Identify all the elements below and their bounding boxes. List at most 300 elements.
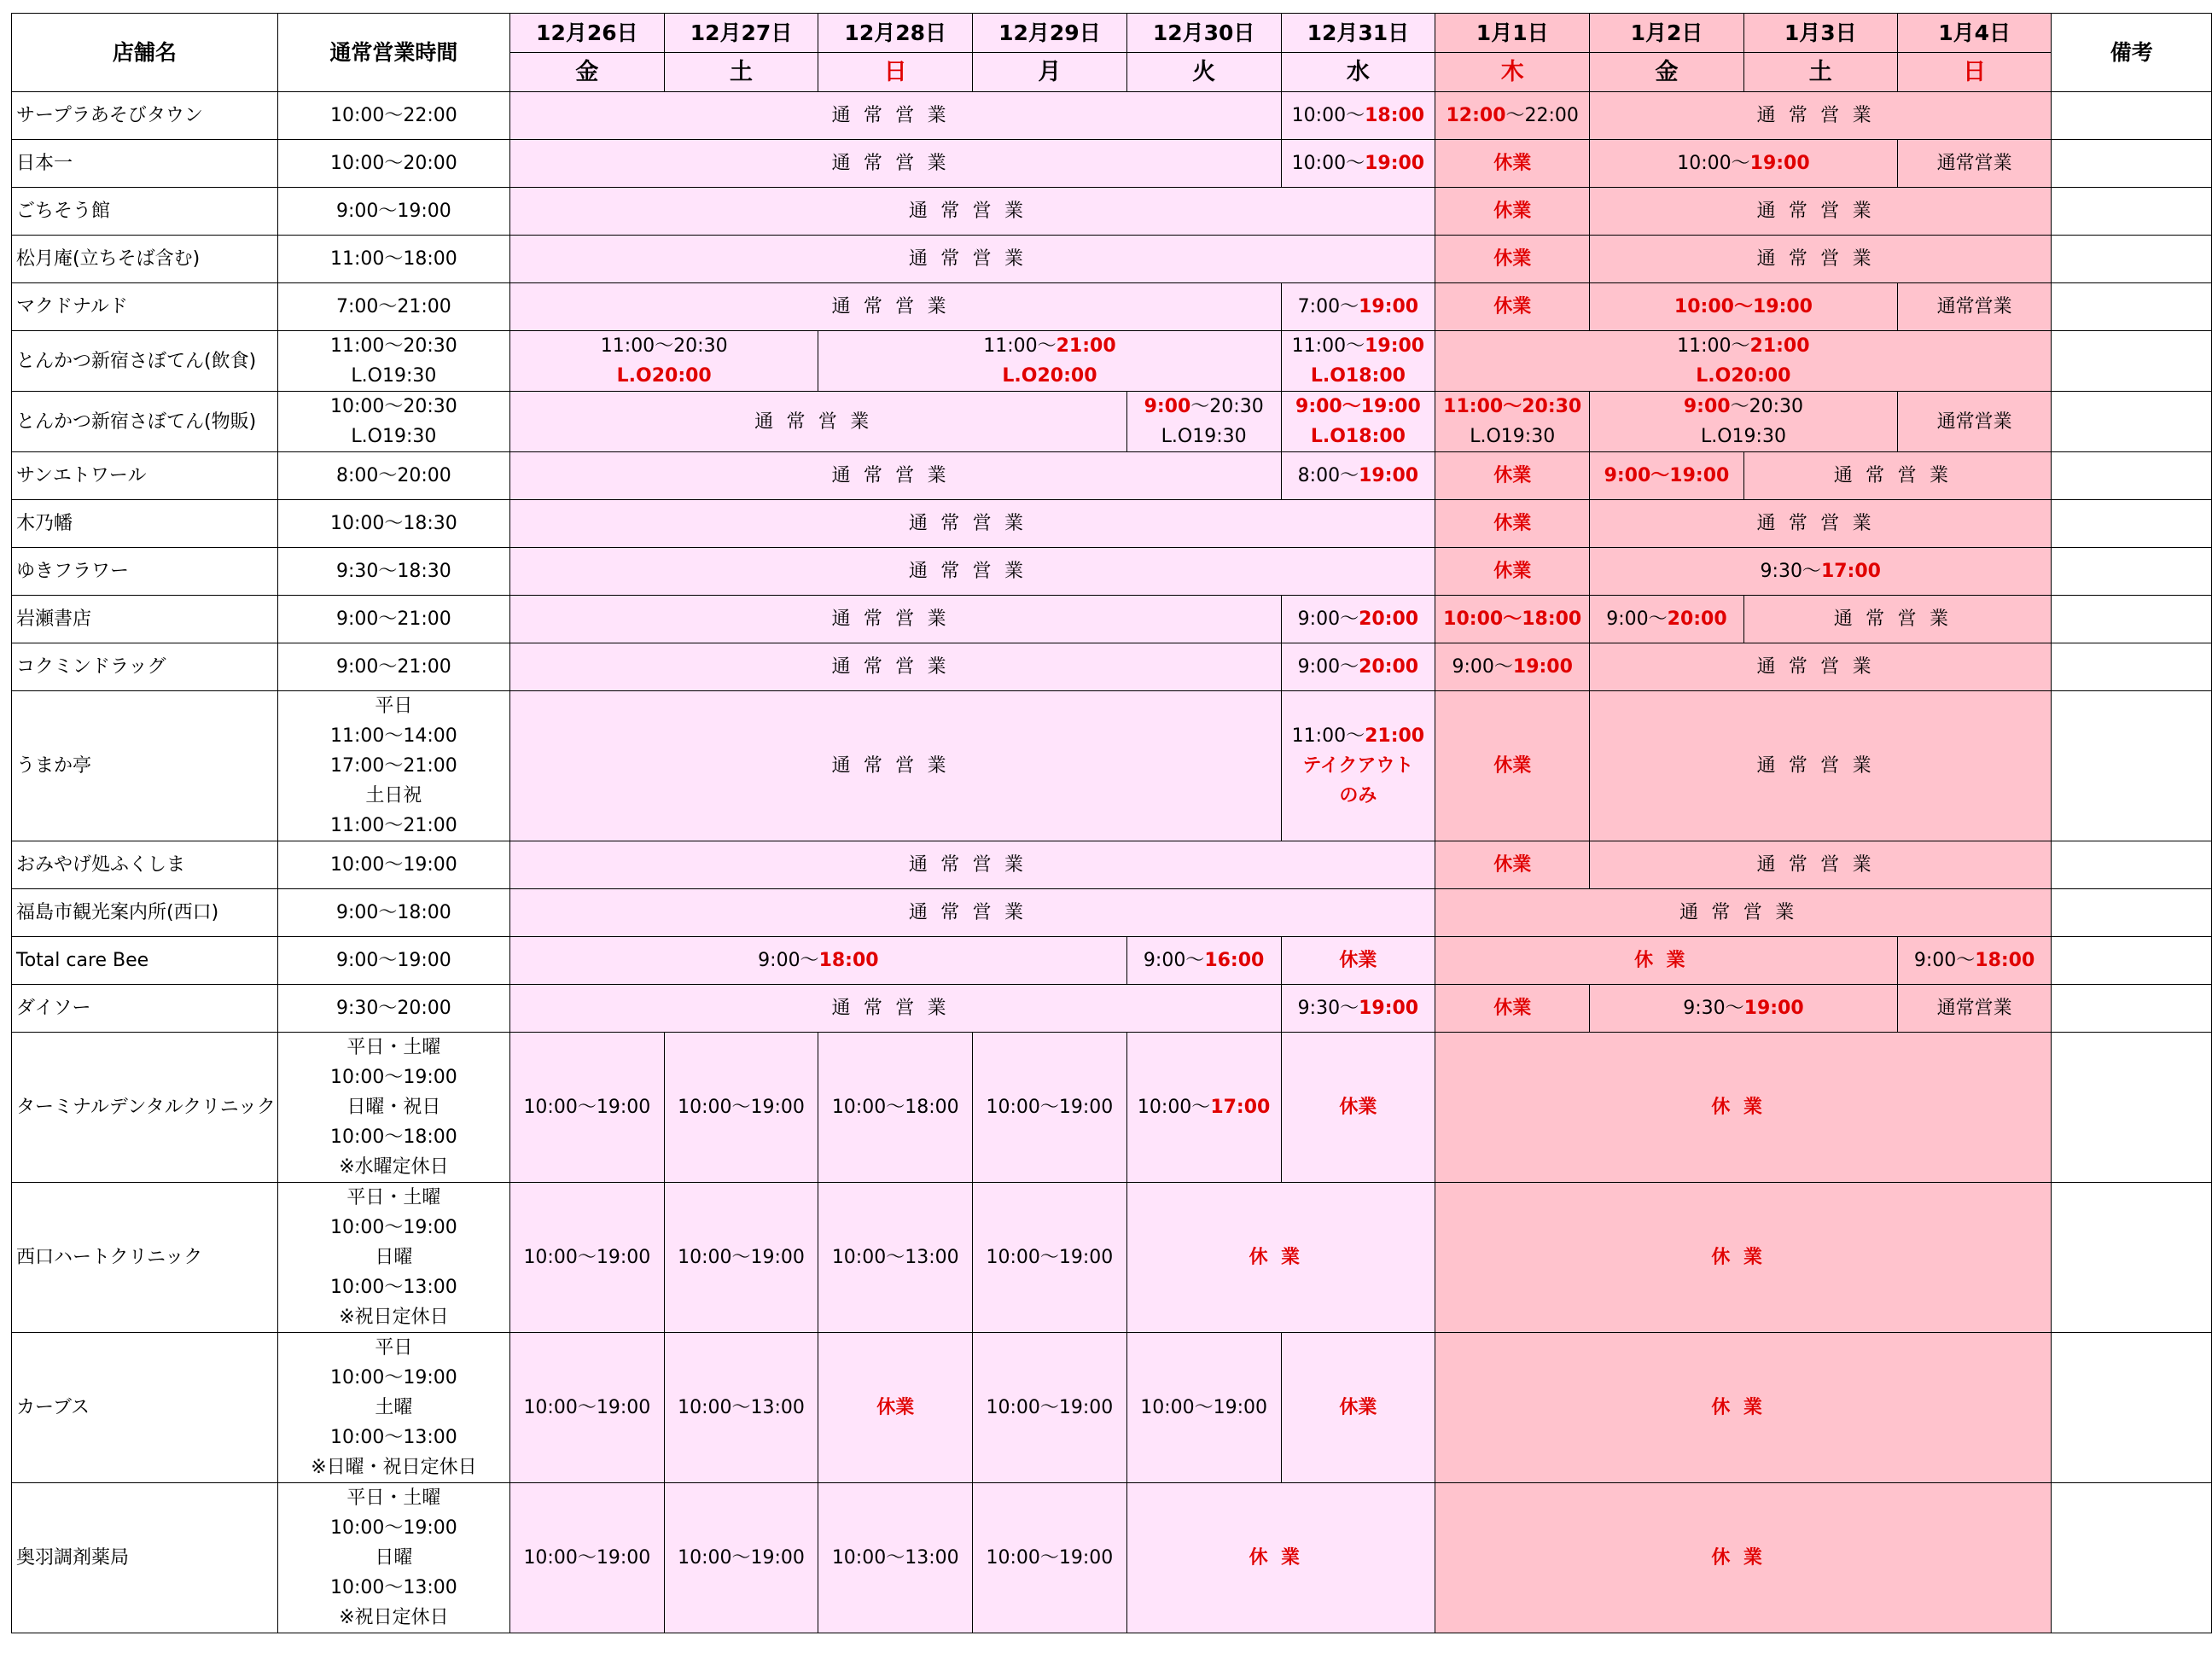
regular-hours-line: 10:00～13:00 (330, 1277, 457, 1298)
schedule-line (512, 751, 1279, 781)
schedule-line (1437, 604, 1587, 634)
schedule-text: 休業 (1493, 296, 1532, 317)
schedule-text: 休業 (1711, 1547, 1776, 1569)
remarks-cell (2052, 889, 2212, 937)
schedule-line (1284, 361, 1434, 391)
schedule-cell (1590, 140, 1898, 188)
schedule-text: 通常営業 (1833, 465, 1962, 486)
schedule-line (1284, 604, 1434, 634)
regular-hours-line: 10:00～20:30 (330, 396, 457, 417)
schedule-text: 19:00 (1512, 656, 1573, 678)
schedule-text: 10:00～19:00 (986, 1247, 1114, 1268)
schedule-cell (510, 452, 1282, 500)
schedule-cell (1281, 452, 1435, 500)
regular-hours-line: L.O19:30 (351, 365, 437, 387)
schedule-cell (1590, 92, 2052, 140)
store-row (12, 691, 2212, 841)
date-header: 1月3日 (1743, 14, 1897, 53)
schedule-line (512, 556, 1433, 586)
schedule-cell (1126, 1483, 1435, 1633)
regular-hours-line: 平日 (375, 696, 413, 717)
schedule-cell (1435, 985, 1590, 1033)
schedule-cell (818, 331, 1281, 392)
schedule-line (1437, 244, 1587, 274)
regular-hours-line: 9:00～19:00 (336, 950, 451, 971)
schedule-cell (1126, 1033, 1281, 1183)
schedule-text: 通常営業 (831, 755, 960, 777)
schedule-cell (1743, 596, 2052, 643)
schedule-text: 休業 (1493, 248, 1532, 270)
regular-hours (277, 1183, 509, 1333)
schedule-text: L.O18:00 (1310, 365, 1406, 387)
store-name: 岩瀬書店 (12, 596, 278, 643)
schedule-cell (1590, 452, 1744, 500)
regular-hours (277, 596, 509, 643)
remarks-cell (2052, 937, 2212, 985)
schedule-text: 10:00～18:00 (831, 1097, 959, 1118)
schedule-cell (1126, 392, 1281, 452)
regular-hours-line: 10:00～13:00 (330, 1427, 457, 1448)
schedule-line (1592, 461, 1742, 491)
schedule-cell (1590, 596, 1744, 643)
regular-hours-line: L.O19:30 (351, 426, 437, 447)
schedule-line (512, 898, 1433, 928)
store-name: 日本一 (12, 140, 278, 188)
schedule-cell (1435, 188, 1590, 236)
schedule-cell (1590, 985, 1898, 1033)
schedule-cell (818, 1483, 973, 1633)
schedule-line (512, 850, 1433, 880)
schedule-text: 19:00 (1365, 335, 1425, 357)
schedule-text: 通常営業 (1756, 105, 1885, 126)
regular-hours-line: 平日 (375, 1337, 413, 1359)
schedule-text: 11:00～ (1677, 335, 1750, 357)
schedule-line (1592, 850, 2049, 880)
schedule-cell (1126, 1333, 1281, 1483)
schedule-text: 9:00～ (1297, 608, 1359, 630)
schedule-text: 休業 (1634, 950, 1698, 971)
schedule-cell (1126, 937, 1281, 985)
regular-hours-line: 7:00～21:00 (336, 296, 451, 317)
schedule-line (1592, 148, 1895, 178)
date-header: 12月30日 (1126, 14, 1281, 53)
regular-hours-line: 17:00～21:00 (330, 755, 457, 777)
schedule-text: 10:00～19:00 (1674, 296, 1813, 317)
schedule-line (975, 1092, 1125, 1122)
schedule-cell (1590, 188, 2052, 236)
regular-hours (277, 236, 509, 283)
schedule-text: 休業 (1339, 950, 1377, 971)
regular-hours (277, 140, 509, 188)
schedule-line (512, 993, 1279, 1023)
schedule-text: 10:00～19:00 (523, 1247, 651, 1268)
remarks-cell (2052, 392, 2212, 452)
regular-hours-line: 10:00～19:00 (330, 854, 457, 876)
regular-hours-line: 10:00～19:00 (330, 1367, 457, 1388)
schedule-line (1437, 101, 1587, 131)
regular-hours-line: 11:00～20:30 (330, 335, 457, 357)
schedule-text: 休業 (1711, 1247, 1776, 1268)
schedule-line (1437, 1393, 2049, 1423)
schedule-cell (1435, 841, 1590, 889)
schedule-line (1284, 422, 1434, 451)
schedule-line (1592, 751, 2049, 781)
regular-hours-line: 土曜 (375, 1397, 413, 1418)
schedule-cell (1281, 596, 1435, 643)
regular-hours-line: 平日・土曜 (346, 1037, 441, 1058)
schedule-text: L.O20:00 (616, 365, 712, 387)
remarks-cell (2052, 1333, 2212, 1483)
schedule-line (1437, 361, 2049, 391)
schedule-line (1437, 331, 2049, 361)
remarks-cell (2052, 283, 2212, 331)
schedule-line (1437, 148, 1587, 178)
schedule-line (1284, 461, 1434, 491)
schedule-text: 通常営業 (831, 465, 960, 486)
schedule-text: 19:00 (1365, 153, 1425, 174)
schedule-text: 11:00～ (1291, 725, 1365, 747)
schedule-line (1129, 1092, 1279, 1122)
regular-hours-line: 9:00～18:00 (336, 902, 451, 923)
remarks-cell (2052, 985, 2212, 1033)
schedule-line (1129, 392, 1279, 422)
schedule-text: 8:00～ (1297, 465, 1359, 486)
schedule-cell (510, 283, 1282, 331)
regular-hours-line: 日曜 (375, 1247, 413, 1268)
schedule-line (512, 1543, 662, 1573)
schedule-text: 通常営業 (831, 998, 960, 1019)
regular-hours-line: 8:00～20:00 (336, 465, 451, 486)
schedule-line (512, 196, 1433, 226)
schedule-cell (1897, 985, 2052, 1033)
schedule-cell (510, 500, 1435, 548)
schedule-cell (510, 841, 1435, 889)
schedule-text: 17:00 (1210, 1097, 1271, 1118)
regular-hours (277, 500, 509, 548)
date-header: 1月4日 (1897, 14, 2052, 53)
date-header: 12月31日 (1281, 14, 1435, 53)
schedule-cell (1281, 283, 1435, 331)
holiday-hours-table (11, 13, 2212, 1633)
schedule-text: 7:00～ (1297, 296, 1359, 317)
regular-hours (277, 392, 509, 452)
regular-hours-line: 10:00～22:00 (330, 105, 457, 126)
schedule-line (820, 1243, 970, 1272)
weekday-header: 火 (1126, 53, 1281, 92)
schedule-cell (1435, 331, 2052, 392)
schedule-text: 10:00～19:00 (678, 1097, 805, 1118)
schedule-cell (1281, 937, 1435, 985)
schedule-line (1437, 556, 1587, 586)
schedule-cell (818, 1033, 973, 1183)
store-name: マクドナルド (12, 283, 278, 331)
schedule-line (1284, 101, 1434, 131)
store-name: ターミナルデンタルクリニック (12, 1033, 278, 1183)
schedule-line (667, 1243, 817, 1272)
schedule-line (1900, 148, 2050, 178)
store-row (12, 452, 2212, 500)
schedule-line (1592, 556, 2049, 586)
schedule-cell (1435, 236, 1590, 283)
store-row (12, 985, 2212, 1033)
schedule-line (820, 1543, 970, 1573)
schedule-line (1284, 1092, 1434, 1122)
schedule-text: 9:00～ (1297, 656, 1359, 678)
schedule-line (1592, 604, 1742, 634)
schedule-cell (1281, 691, 1435, 841)
schedule-line (1746, 461, 2050, 491)
regular-hours-line: ※祝日定休日 (339, 1607, 449, 1628)
weekday-header: 日 (1897, 53, 2052, 92)
schedule-line (512, 461, 1279, 491)
weekday-header: 土 (1743, 53, 1897, 92)
schedule-cell (1126, 1183, 1435, 1333)
schedule-text: 10:00～19:00 (523, 1547, 651, 1569)
schedule-line (1592, 196, 2049, 226)
schedule-text: 10:00～ (1291, 153, 1365, 174)
store-row (12, 1333, 2212, 1483)
regular-hours-line: 土日祝 (365, 785, 422, 806)
schedule-text: 11:00～20:30 (1443, 396, 1582, 417)
schedule-text: 休業 (876, 1397, 915, 1418)
schedule-cell (510, 1333, 665, 1483)
schedule-text: 9:00～19:00 (1295, 396, 1421, 417)
schedule-text: 10:00～ (1291, 105, 1365, 126)
schedule-line (820, 361, 1278, 391)
store-name: 木乃幡 (12, 500, 278, 548)
schedule-text: 通常営業 (908, 561, 1037, 582)
schedule-text: 休業 (1493, 465, 1532, 486)
regular-hours-line: 10:00～19:00 (330, 1217, 457, 1238)
regular-hours-line: 10:00～19:00 (330, 1517, 457, 1539)
schedule-line (1437, 1243, 2049, 1272)
schedule-line (1284, 751, 1434, 781)
weekday-header: 水 (1281, 53, 1435, 92)
schedule-cell (510, 140, 1282, 188)
regular-hours-line: 10:00～18:00 (330, 1126, 457, 1148)
schedule-cell (510, 596, 1282, 643)
schedule-cell (664, 1483, 818, 1633)
schedule-cell (1435, 643, 1590, 691)
schedule-text: 通常営業 (1936, 296, 2012, 317)
schedule-text: 9:00～ (1913, 950, 1976, 971)
schedule-text: 通常営業 (908, 902, 1037, 923)
schedule-line (512, 1243, 662, 1272)
schedule-line (1592, 422, 1895, 451)
schedule-cell (510, 188, 1435, 236)
schedule-line (975, 1543, 1125, 1573)
regular-hours (277, 937, 509, 985)
schedule-text: 18:00 (1365, 105, 1425, 126)
regular-hours-line: 9:30～20:00 (336, 998, 451, 1019)
weekday-header: 金 (510, 53, 665, 92)
store-row (12, 140, 2212, 188)
schedule-text: 休業 (1493, 153, 1532, 174)
schedule-cell (1281, 643, 1435, 691)
regular-hours-line: 9:00～21:00 (336, 656, 451, 678)
schedule-line (1284, 721, 1434, 751)
schedule-text: 通常営業 (831, 105, 960, 126)
regular-hours-line: 11:00～18:00 (330, 248, 457, 270)
schedule-line (1284, 331, 1434, 361)
regular-hours (277, 691, 509, 841)
schedule-text: 10:00～13:00 (831, 1547, 959, 1569)
store-row (12, 283, 2212, 331)
schedule-text: 10:00～18:00 (1443, 608, 1582, 630)
store-name: ごちそう館 (12, 188, 278, 236)
schedule-cell (1897, 392, 2052, 452)
schedule-text: 10:00～19:00 (678, 1547, 805, 1569)
schedule-cell (664, 1183, 818, 1333)
schedule-cell (1590, 283, 1898, 331)
regular-hours (277, 452, 509, 500)
schedule-line (1437, 1543, 2049, 1573)
schedule-text: 21:00 (1056, 335, 1116, 357)
schedule-text: 休業 (1339, 1397, 1377, 1418)
schedule-cell (510, 985, 1282, 1033)
regular-hours-line: 9:00～21:00 (336, 608, 451, 630)
schedule-cell (1435, 92, 1590, 140)
regular-hours-line: 9:30～18:30 (336, 561, 451, 582)
remarks-cell (2052, 1033, 2212, 1183)
store-name: おみやげ処ふくしま (12, 841, 278, 889)
schedule-line (1437, 993, 1587, 1023)
schedule-text: 11:00～20:30 (600, 335, 728, 357)
store-row (12, 331, 2212, 392)
schedule-cell (1435, 937, 1898, 985)
schedule-cell (510, 236, 1435, 283)
store-row (12, 841, 2212, 889)
schedule-line (1284, 993, 1434, 1023)
schedule-cell (1590, 691, 2052, 841)
schedule-line (1284, 781, 1434, 811)
schedule-cell (1281, 92, 1435, 140)
schedule-cell (510, 1483, 665, 1633)
schedule-line (1284, 652, 1434, 682)
regular-hours (277, 643, 509, 691)
regular-hours (277, 985, 509, 1033)
schedule-cell (1590, 841, 2052, 889)
schedule-cell (510, 889, 1435, 937)
regular-hours (277, 283, 509, 331)
store-row (12, 937, 2212, 985)
schedule-cell (1590, 392, 1898, 452)
schedule-cell (1435, 500, 1590, 548)
regular-hours-line: ※祝日定休日 (339, 1307, 449, 1328)
remarks-header: 備考 (2052, 14, 2212, 92)
schedule-text: 通常営業 (1936, 153, 2012, 174)
schedule-text: 休業 (1493, 561, 1532, 582)
remarks-cell (2052, 140, 2212, 188)
schedule-line (512, 407, 1125, 437)
schedule-text: 9:30～ (1297, 998, 1359, 1019)
schedule-line (667, 1092, 817, 1122)
schedule-cell (1590, 548, 2052, 596)
schedule-text: 通常営業 (1936, 410, 2012, 433)
schedule-line (1900, 292, 2050, 322)
schedule-cell (973, 1483, 1127, 1633)
schedule-text: 通常営業 (1756, 854, 1885, 876)
schedule-cell (1281, 140, 1435, 188)
schedule-line (1129, 1543, 1434, 1573)
store-row (12, 392, 2212, 452)
schedule-text: 10:00～19:00 (678, 1247, 805, 1268)
schedule-line (1284, 148, 1434, 178)
schedule-line (1900, 993, 2050, 1023)
schedule-text: 21:00 (1749, 335, 1810, 357)
weekday-header: 日 (818, 53, 973, 92)
remarks-cell (2052, 188, 2212, 236)
schedule-cell (1281, 1333, 1435, 1483)
schedule-text: 10:00～19:00 (523, 1397, 651, 1418)
schedule-text: 休業 (1493, 513, 1532, 534)
schedule-text: L.O18:00 (1310, 426, 1406, 447)
schedule-text: 通常営業 (831, 608, 960, 630)
store-name: コクミンドラッグ (12, 643, 278, 691)
schedule-line (1592, 392, 1895, 422)
schedule-text: 10:00～19:00 (986, 1097, 1114, 1118)
schedule-line (512, 652, 1279, 682)
remarks-cell (2052, 691, 2212, 841)
schedule-text: 休業 (1339, 1097, 1377, 1118)
schedule-text: 9:00 (1683, 396, 1731, 417)
schedule-line (1437, 392, 1587, 422)
store-name: 松月庵(立ちそば含む) (12, 236, 278, 283)
schedule-line (667, 1543, 817, 1573)
schedule-text: 9:30～ (1683, 998, 1744, 1019)
schedule-line (1437, 509, 1587, 538)
schedule-cell (1435, 691, 1590, 841)
schedule-line (512, 1393, 662, 1423)
schedule-line (1437, 898, 2049, 928)
store-name: 西口ハートクリニック (12, 1183, 278, 1333)
schedule-line (512, 292, 1279, 322)
table-body (12, 14, 2212, 1633)
schedule-cell (1435, 548, 1590, 596)
schedule-line (1284, 292, 1434, 322)
store-row (12, 500, 2212, 548)
schedule-cell (1435, 889, 2052, 937)
schedule-line (512, 148, 1279, 178)
schedule-cell (1743, 452, 2052, 500)
schedule-line (1129, 1393, 1279, 1423)
schedule-text: 9:30～ (1760, 561, 1821, 582)
store-name: ダイソー (12, 985, 278, 1033)
schedule-text: 19:00 (1359, 998, 1419, 1019)
remarks-cell (2052, 452, 2212, 500)
schedule-text: 通常営業 (1833, 608, 1962, 630)
weekday-header: 月 (973, 53, 1127, 92)
schedule-text: 10:00～ (1677, 153, 1750, 174)
regular-hours-line: 日曜 (375, 1547, 413, 1569)
store-header: 店舗名 (12, 14, 278, 92)
schedule-line (1900, 946, 2050, 975)
schedule-cell (973, 1333, 1127, 1483)
schedule-line (1592, 652, 2049, 682)
regular-hours-line: 平日・土曜 (346, 1487, 441, 1509)
schedule-line (512, 331, 816, 361)
schedule-text: 17:00 (1820, 561, 1881, 582)
schedule-text: 11:00～ (983, 335, 1057, 357)
schedule-line (1592, 292, 1895, 322)
schedule-line (1437, 461, 1587, 491)
schedule-cell (1281, 1033, 1435, 1183)
schedule-cell (1897, 937, 2052, 985)
schedule-text: 休業 (1493, 998, 1532, 1019)
date-header: 12月28日 (818, 14, 973, 53)
schedule-text: L.O20:00 (1696, 365, 1791, 387)
store-name: サープラあそびタウン (12, 92, 278, 140)
